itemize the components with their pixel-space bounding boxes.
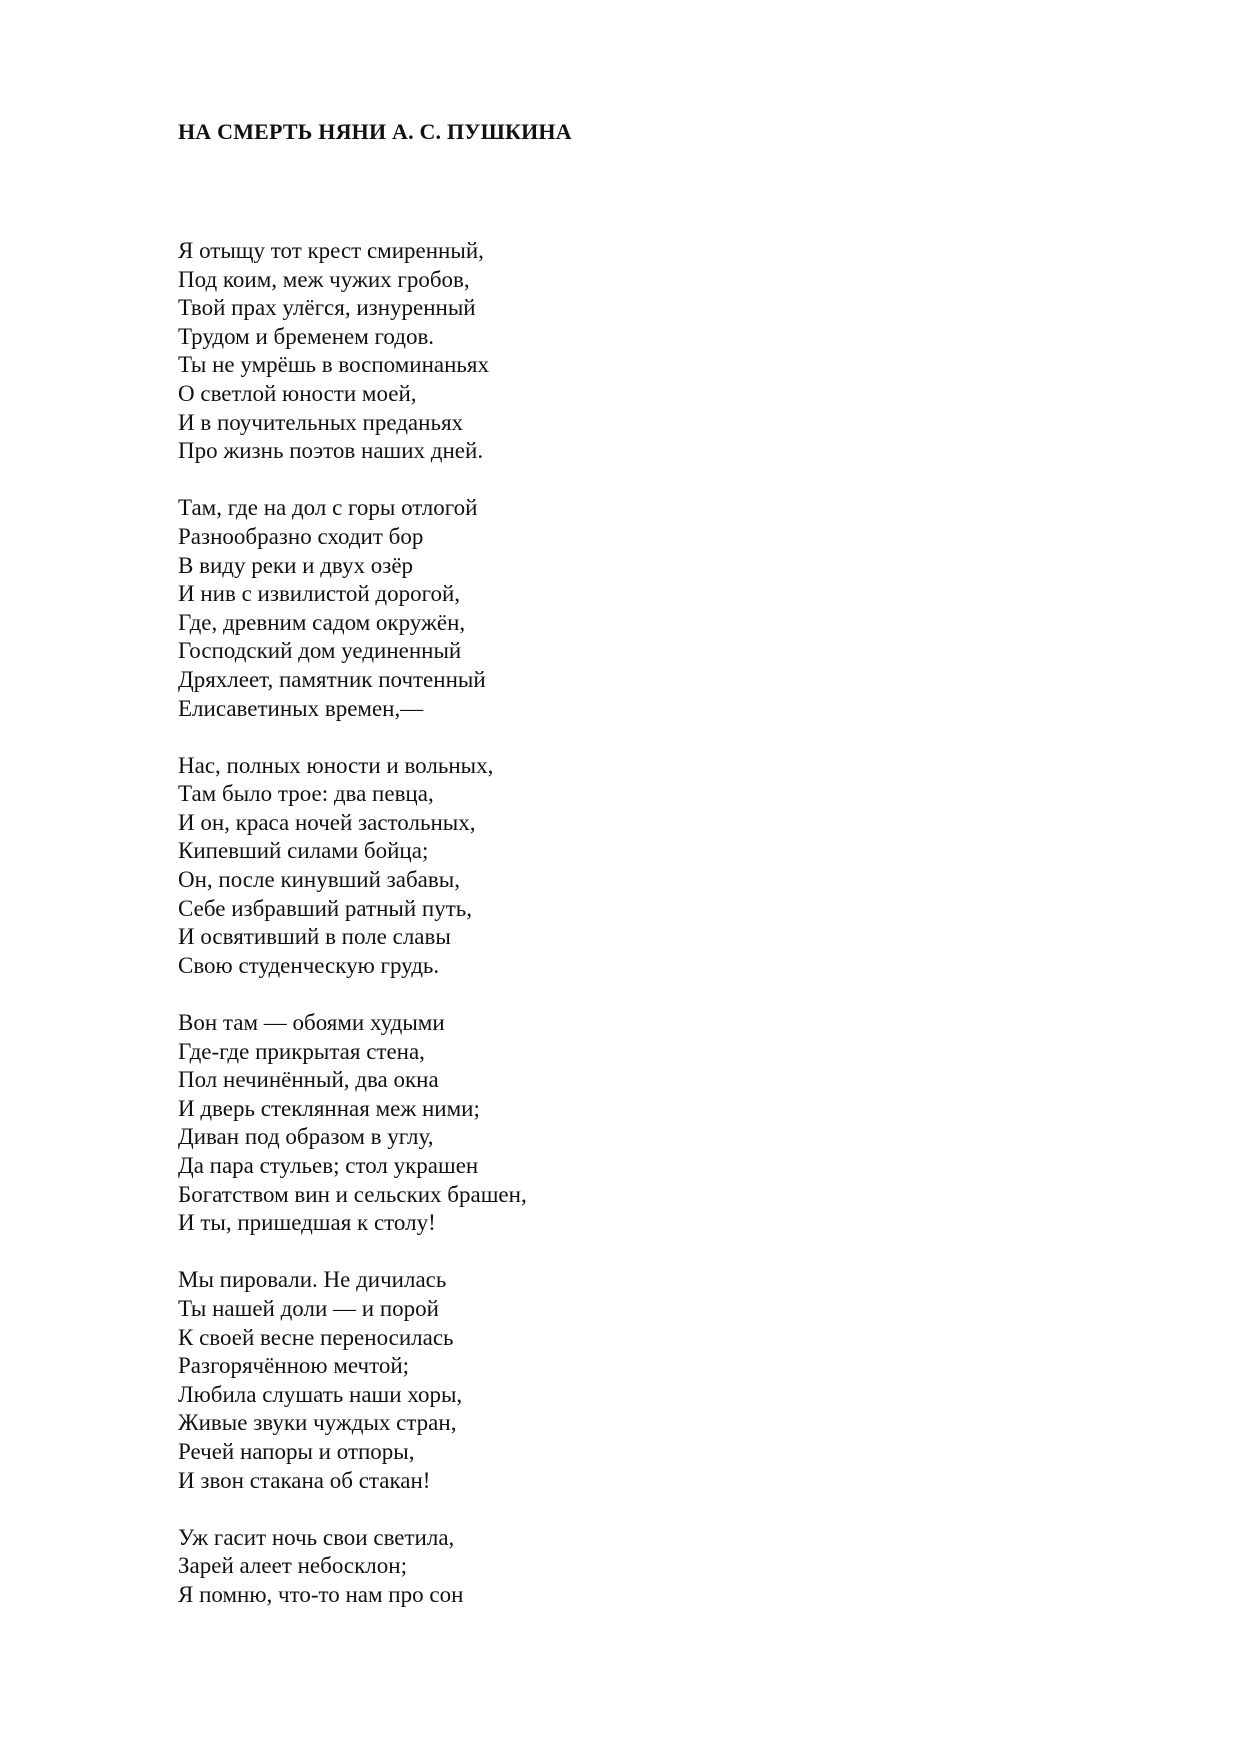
poem-line: Мы пировали. Не дичилась [178, 1267, 447, 1293]
poem-line: И дверь стеклянная меж ними; [178, 1095, 480, 1121]
poem-line: Свою студенческую грудь. [178, 952, 440, 978]
poem-body [178, 237, 878, 1638]
poem-line: И в поучительных преданьях [178, 409, 464, 435]
poem-line: Дряхлеет, памятник почтенный [178, 666, 486, 692]
poem-line: Себе избравший ратный путь, [178, 895, 473, 921]
poem-line: Диван под образом в углу, [178, 1124, 434, 1150]
poem-line: Разгорячённою мечтой; [178, 1353, 410, 1379]
poem-line: Да пара стульев; стол украшен [178, 1153, 479, 1178]
poem-line: Богатством вин и сельских брашен, [178, 1181, 527, 1207]
stanza [178, 237, 878, 466]
poem-line: В виду реки и двух озёр [178, 552, 414, 578]
poem-line: Там было трое: два певца, [178, 781, 434, 807]
poem-line: Вон там — обоями худыми [178, 1010, 445, 1036]
stanza [178, 752, 878, 981]
poem-line: И звон стакана об стакан! [178, 1467, 431, 1493]
stanza [178, 1009, 878, 1238]
poem-line: Господский дом уединенный [178, 638, 462, 664]
poem-line: К своей весне переносилась [178, 1324, 454, 1350]
poem-line: О светлой юности моей, [178, 380, 417, 406]
poem-title: НА СМЕРТЬ НЯНИ А. С. ПУШКИНА [178, 119, 572, 144]
poem-line: И ты, пришедшая к столу! [178, 1210, 436, 1236]
poem-line: Кипевший силами бойца; [178, 838, 429, 864]
poem-line: Зарей алеет небосклон; [178, 1553, 407, 1579]
poem-line: Я помню, что-то нам про сон [178, 1581, 464, 1607]
poem-line: Ты не умрёшь в воспоминаньях [178, 352, 490, 378]
poem-line: Нас, полных юности и вольных, [178, 752, 494, 778]
poem-line: Где, древним садом окружён, [178, 609, 466, 635]
poem-line: Речей напоры и отпоры, [178, 1438, 415, 1464]
poem-line: Елисаветиных времен,— [178, 695, 424, 721]
poem-line: Любила слушать наши хоры, [178, 1381, 463, 1407]
poem-line: Там, где на дол с горы отлогой [178, 495, 478, 521]
poem-line: Живые звуки чуждых стран, [178, 1410, 457, 1436]
stanza [178, 1524, 878, 1610]
poem-line: Уж гасит ночь свои светила, [178, 1524, 455, 1550]
poem-line: Ты нашей доли — и порой [178, 1295, 439, 1321]
poem-line: Под коим, меж чужих гробов, [178, 266, 470, 292]
poem-line: Я отыщу тот крест смиренный, [178, 238, 484, 263]
poem-line: Твой прах улёгся, изнуренный [178, 295, 476, 321]
poem-line: Про жизнь поэтов наших дней. [178, 438, 484, 464]
poem-line: Разнообразно сходит бор [178, 523, 424, 549]
poem-line: Пол нечинённый, два окна [178, 1067, 439, 1093]
poem-line: Он, после кинувший забавы, [178, 867, 460, 893]
poem-line: И он, краса ночей застольных, [178, 809, 476, 835]
poem-line: Где-где прикрытая стена, [178, 1038, 425, 1064]
poem-line: И освятивший в поле славы [178, 924, 451, 950]
poem-line: Трудом и бременем годов. [178, 323, 435, 349]
poem-line: И нив с извилистой дорогой, [178, 581, 461, 607]
stanza [178, 494, 878, 723]
stanza [178, 1266, 878, 1495]
